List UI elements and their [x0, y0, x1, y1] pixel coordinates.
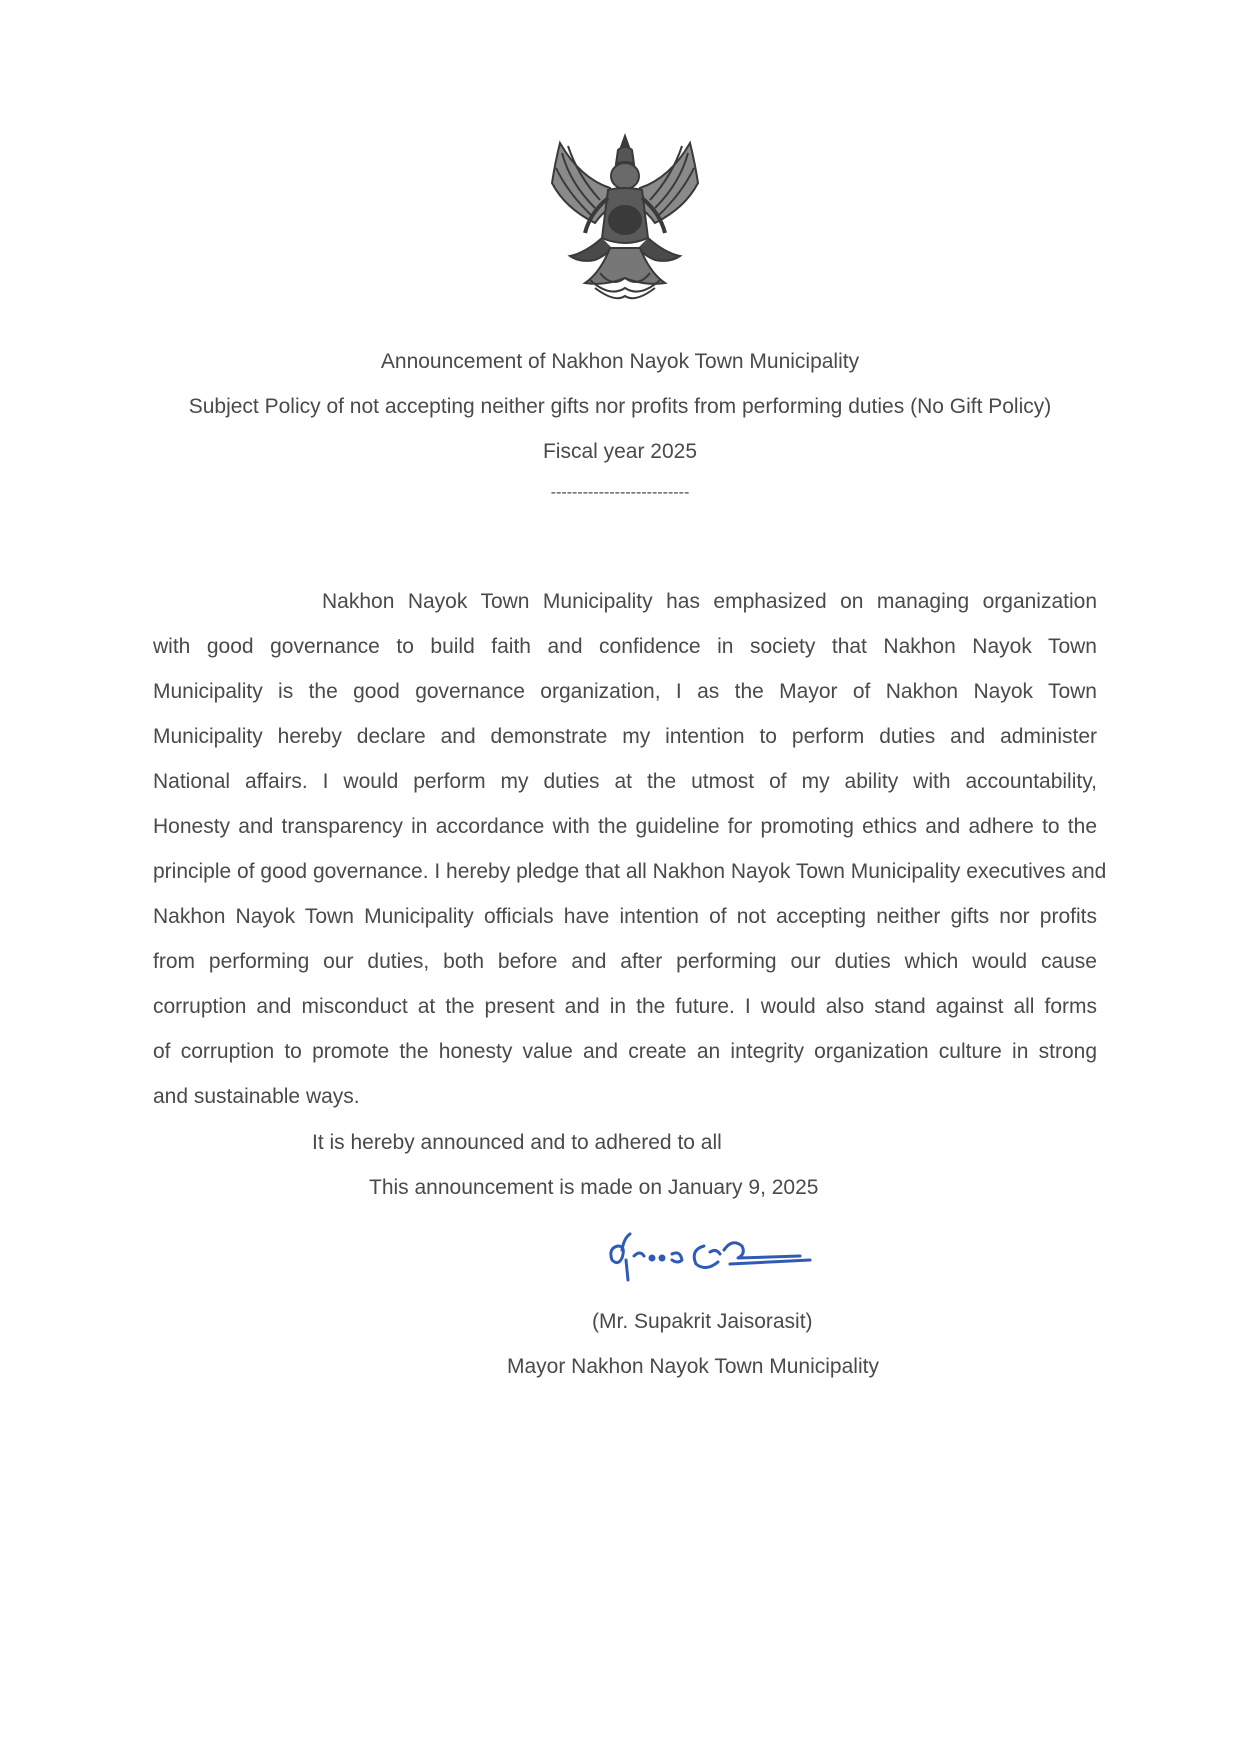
body-line: corruption and misconduct at the present and in the future. I would also stand against all forms [153, 995, 1097, 1018]
body-line: Honesty and transparency in accordance with the guideline for promoting ethics and adhere to the [153, 815, 1097, 838]
body-line: and sustainable ways. [153, 1085, 360, 1108]
body-line: National affairs. I would perform my duties at the utmost of my ability with accountability, [153, 770, 1097, 793]
body-line: of corruption to promote the honesty value and create an integrity organization culture in strong [153, 1040, 1097, 1063]
body-line: principle of good governance. I hereby pledge that all Nakhon Nayok Town Municipality executives and [153, 860, 1107, 883]
fiscal-year: Fiscal year 2025 [542, 440, 698, 463]
body-line: Municipality is the good governance organization, I as the Mayor of Nakhon Nayok Town [153, 680, 1097, 703]
body-line: with good governance to build faith and confidence in society that Nakhon Nayok Town [153, 635, 1097, 658]
announcement-date: This announcement is made on January 9, 2025 [369, 1176, 819, 1199]
announcement-statement: It is hereby announced and to adhered to all [312, 1131, 722, 1154]
body-line: Municipality hereby declare and demonstrate my intention to perform duties and administer [153, 725, 1097, 748]
signer-title: Mayor Nakhon Nayok Town Municipality [507, 1355, 879, 1378]
body-line: Nakhon Nayok Town Municipality officials have intention of not accepting neither gifts nor profits [153, 905, 1097, 928]
garuda-emblem-icon [540, 128, 710, 308]
subject-line: Subject Policy of not accepting neither gifts nor profits from performing duties (No Gift Policy) [188, 395, 1052, 418]
body-line: Nakhon Nayok Town Municipality has emphasized on managing organization [322, 590, 1097, 613]
signature-icon [600, 1220, 830, 1290]
page-title: Announcement of Nakhon Nayok Town Municipality [380, 350, 860, 373]
signer-name: (Mr. Supakrit Jaisorasit) [592, 1310, 813, 1333]
divider: -------------------------- [550, 484, 690, 501]
body-line: from performing our duties, both before and after performing our duties which would cause [153, 950, 1097, 973]
